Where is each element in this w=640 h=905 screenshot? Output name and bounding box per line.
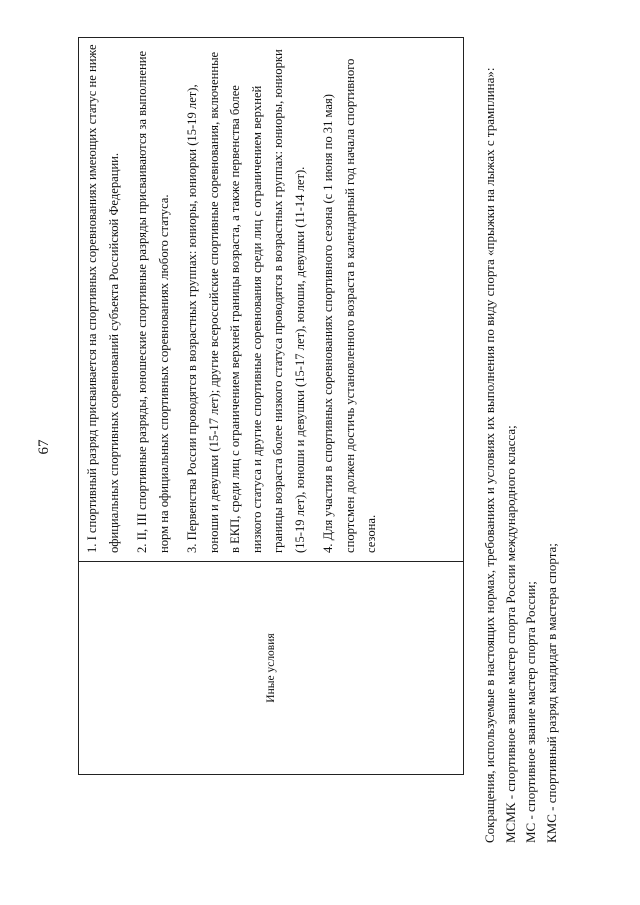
- row-label: Иные условия: [79, 562, 464, 775]
- table-row: [79, 38, 464, 775]
- condition-item: 4. Для участия в спортивных соревнованиях спортивного сезона (с 1 июня по 31 мая) спортсмен должен достичь установленного возраста в календарный год начала спортивного сезона.: [321, 58, 378, 553]
- abbreviation-item: КМС - спортивный разряд кандидат в мастера спорта;: [543, 543, 559, 843]
- conditions-table: [78, 37, 464, 775]
- page-number: 67: [36, 439, 52, 455]
- condition-item: 1. I спортивный разряд присваивается на спортивных соревнованиях имеющих статус не ниже официальных спортивных соревнований субъекта Российской Федерации.: [85, 44, 121, 553]
- conditions-cell: [79, 38, 464, 562]
- abbreviation-item: МСМК - спортивное звание мастер спорта России международного класса;: [502, 425, 518, 843]
- abbreviations-intro: Сокращения, используемые в настоящих нормах, требованиях и условиях их выполнения по виду спорта «прыжки на лыжах с трамплина»:: [482, 67, 497, 843]
- condition-item: 2. II, III спортивные разряды, юношеские спортивные разряды присваиваются за выполнение норм на официальных спортивных соревнованиях любого статуса.: [135, 50, 171, 553]
- condition-item: 3. Первенства России проводятся в возрастных группах: юниоры, юниорки (15-19 лет), юноши и девушки (15-17 лет); другие всероссийские спортивные соревнования, включенные в ЕКП, среди лиц с ограничением верхней границы возраста, а также первенства более низкого статуса и другие спортивные соревнования среди лиц с ограничением верхней границы возраста более низкого статуса проводятся в возрастных группах: юниоры, юниорки (15-19 лет), юноши и девушки (15-17 лет), юноши, девушки (11-14 лет).: [185, 49, 307, 553]
- abbreviation-item: МС - спортивное звание мастер спорта России;: [523, 581, 538, 843]
- abbreviations-section: [480, 43, 562, 843]
